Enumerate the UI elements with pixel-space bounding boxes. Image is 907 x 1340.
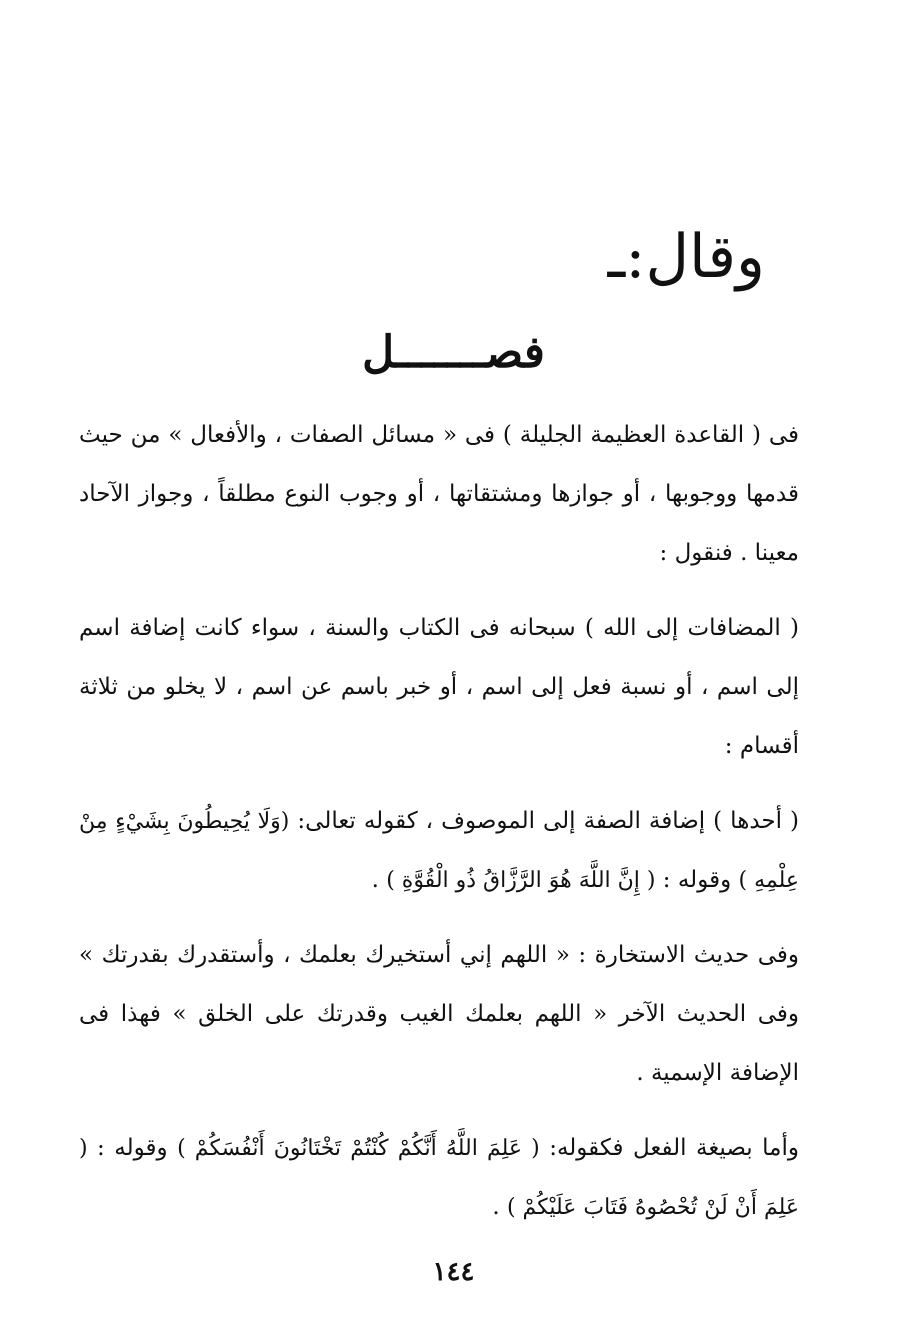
body-text xyxy=(79,406,799,1253)
paragraph-text: ( أحدها ) إضافة الصفة إلى الموصوف ، كقوله تعالى: xyxy=(289,808,799,834)
page-number: ١٤٤ xyxy=(432,1257,475,1287)
paragraph-text: وأما بصيغة الفعل فكقوله: xyxy=(539,1135,800,1161)
quran-verse: (وَلَا يُحِيطُونَ بِشَيْءٍ مِنْ عِلْمِهِ ) xyxy=(79,809,799,893)
paragraph-text: . xyxy=(371,867,387,893)
paragraph-verb-form xyxy=(79,1119,799,1237)
paragraph-istikhara-hadith: وفى حديث الاستخارة : « اللهم إني أستخيرك بعلمك ، وأستقدرك بقدرتك » وفى الحديث الآخر « اللهم بعلمك الغيب وقدرتك على الخلق » فهذا فى الإضافة الإسمية . xyxy=(79,942,799,1086)
quran-verse: ( عَلِمَ اللَّهُ أَنَّكُمْ كُنْتُمْ تَخْتَانُونَ أَنْفُسَكُمْ ) xyxy=(177,1136,540,1161)
paragraph-text: وقوله : xyxy=(655,867,739,893)
paragraph-text: . xyxy=(492,1194,507,1220)
paragraph-attributions: ( المضافات إلى الله ) سبحانه فى الكتاب والسنة ، سواء كانت إضافة اسم إلى اسم ، أو نسبة فعل إلى اسم ، أو خبر باسم عن اسم ، لا يخلو من ثلاثة أقسام : xyxy=(79,615,799,759)
paragraph-rule-intro: فى ( القاعدة العظيمة الجليلة ) فى « مسائل الصفات ، والأفعال » من حيث قدمها ووجوبها ، أو جوازها ومشتقاتها ، أو وجوب النوع مطلقاً ، وجواز الآحاد معينا . فنقول : xyxy=(79,422,799,566)
paragraph-first-category xyxy=(79,792,799,910)
paragraph-text: وقوله : xyxy=(87,1135,178,1161)
quran-verse: ( إِنَّ اللَّهَ هُوَ الرَّزَّاقُ ذُو الْقُوَّةِ ) xyxy=(386,868,656,893)
said-heading: وقال:ـ xyxy=(607,222,765,292)
quran-verse: ( عَلِمَ أَنْ لَنْ تُحْصُوهُ فَتَابَ عَلَيْكُمْ ) xyxy=(79,1136,799,1220)
section-title: فصـــــــل xyxy=(362,327,545,378)
